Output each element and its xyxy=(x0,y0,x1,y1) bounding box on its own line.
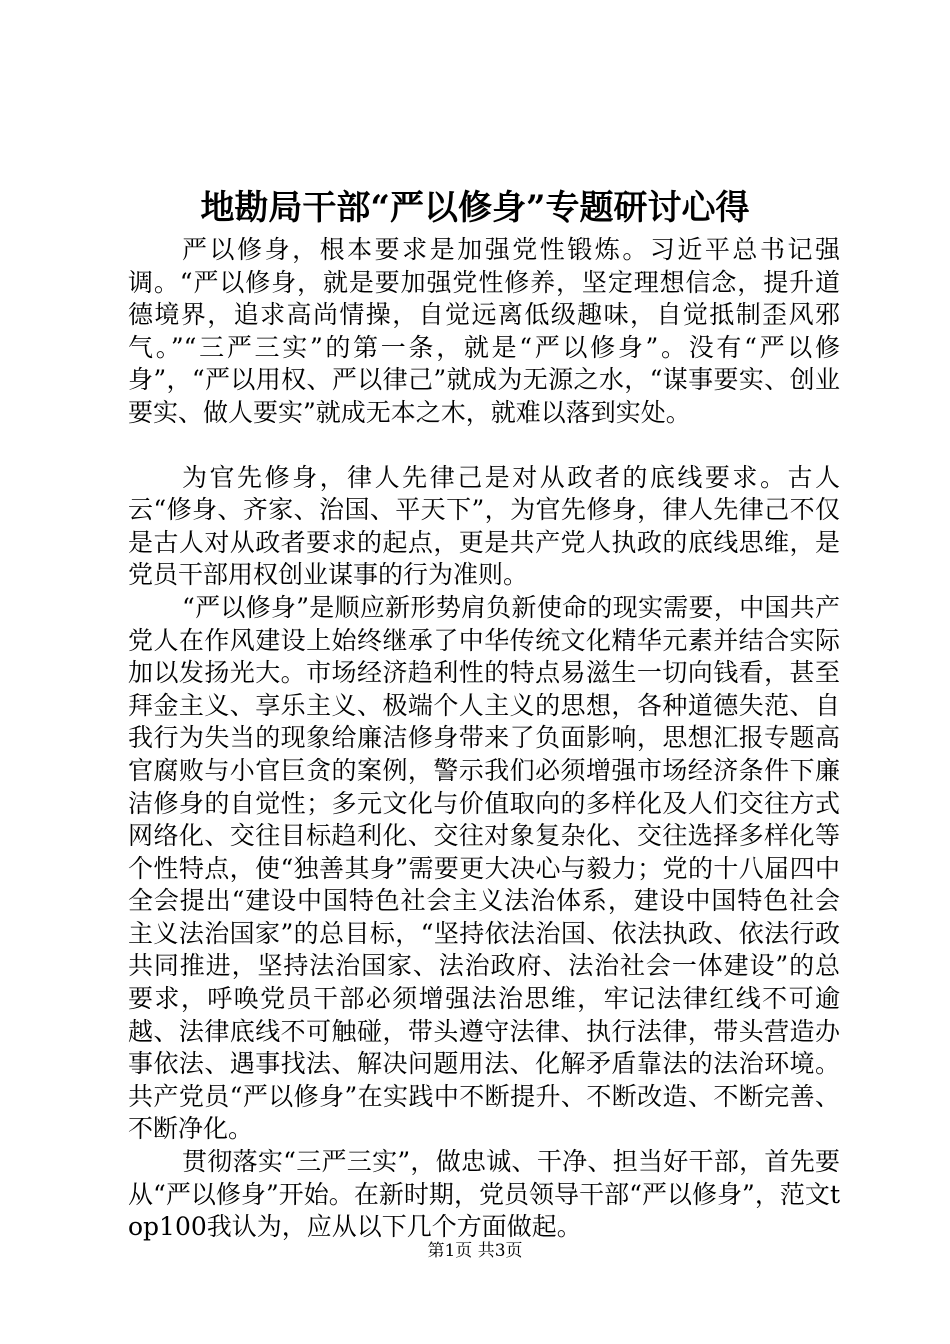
page-footer: 第1页 共3页 xyxy=(427,1241,523,1261)
paragraph-4: 贯彻落实“三严三实”，做忠诚、干净、担当好干部，首先要从“严以修身”开始。在新时期，党员领导干部“严以修身”，范文top100我认为，应从以下几个方面做起。 xyxy=(128,1147,840,1242)
paragraph-3: “严以修身”是顺应新形势肩负新使命的现实需要，中国共产党人在作风建设上始终继承了中华传统文化精华元素并结合实际加以发扬光大。市场经济趋利性的特点易滋生一切向钱看，甚至拜金主义、享乐主义、极端个人主义的思想，各种道德失范、自我行为失当的现象给廉洁修身带来了负面影响，思想汇报专题高官腐败与小官巨贪的案例，警示我们必须增强市场经济条件下廉洁修身的自觉性；多元文化与价值取向的多样化及人们交往方式网络化、交往目标趋利化、交往对象复杂化、交往选择多样化等个性特点，使“独善其身”需要更大决心与毅力；党的十八届四中全会提出“建设中国特色社会主义法治体系，建设中国特色社会主义法治国家”的总目标，“坚持依法治国、依法执政、依法行政共同推进，坚持法治国家、法治政府、法治社会一体建设”的总要求，呼唤党员干部必须增强法治思维，牢记法律红线不可逾越、法律底线不可触碰，带头遵守法律、执行法律，带头营造办事依法、遇事找法、解决问题用法、化解矛盾靠法的法治环境。共产党员“严以修身”在实践中不断提升、不断改造、不断完善、不断净化。 xyxy=(128,592,840,1144)
document-body xyxy=(128,234,840,1244)
paragraph-2: 为官先修身，律人先律己是对从政者的底线要求。古人云“修身、齐家、治国、平天下”，为官先修身，律人先律己不仅是古人对从政者要求的起点，更是共产党人执政的底线思维，是党员干部用权创业谋事的行为准则。 xyxy=(128,462,840,590)
document-title: 地勘局干部“严以修身”专题研讨心得 xyxy=(200,188,750,228)
paragraph-1: 严以修身，根本要求是加强党性锻炼。习近平总书记强调。“严以修身，就是要加强党性修养，坚定理想信念，提升道德境界，追求高尚情操，自觉远离低级趣味，自觉抵制歪风邪气。”“三严三实”的第一条，就是“严以修身”。没有“严以修身”，“严以用权、严以律己”就成为无源之水，“谋事要实、创业要实、做人要实”就成无本之木，就难以落到实处。 xyxy=(128,235,840,427)
